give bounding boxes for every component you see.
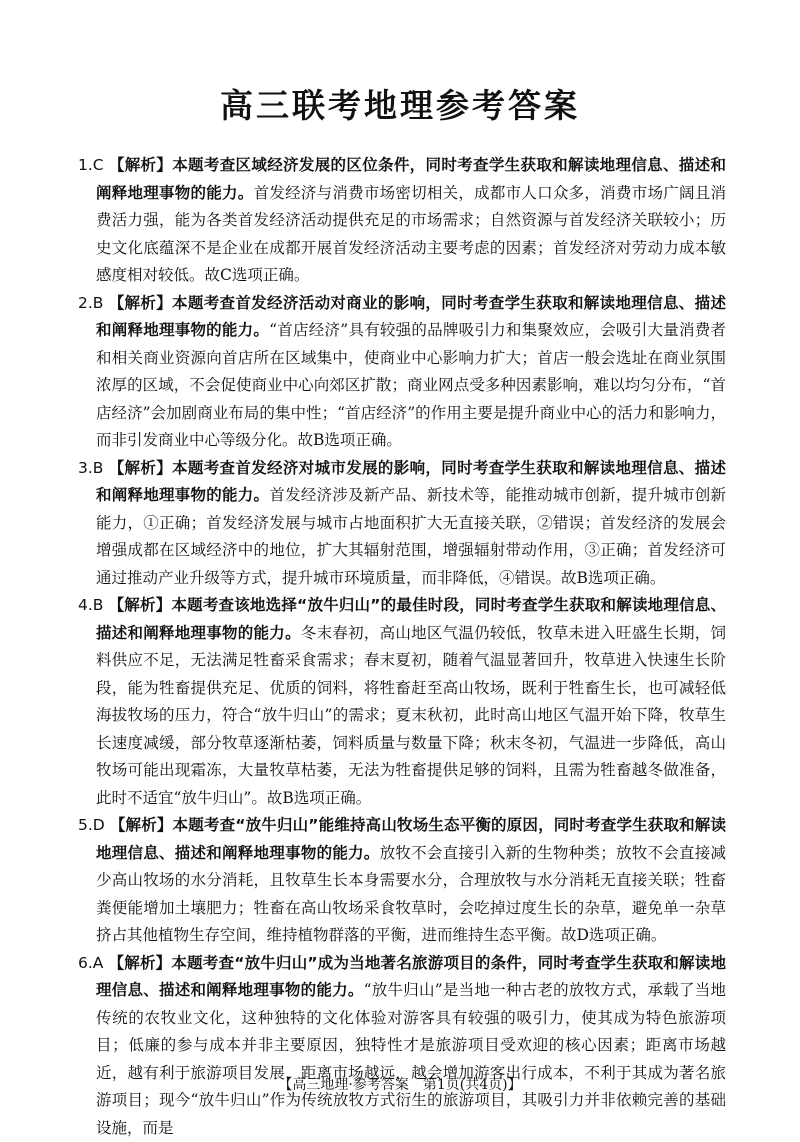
answer-choice: B bbox=[93, 596, 104, 614]
analysis-tag: 【解析】 bbox=[109, 954, 172, 972]
answer-number: 1. bbox=[78, 156, 93, 174]
analysis-body: “放牛归山”是当地一种古老的放牧方式，承载了当地传统的农牧业文化，这种独特的文化体验对游客具有较强的吸引力，使其成为特色旅游项目；低廉的参与成本并非主要原因，独特性才是旅游项目受欢迎的核心因素；距离市场越近，越有利于旅游项目发展，距离市场越远，越会增加游客出行成本，不利于其成为著名旅游项目；现今“放牛归山”作为传统放牧方式衍生的旅游项目，其吸引力并非依赖完善的基础设施，而是 bbox=[96, 981, 726, 1137]
analysis-body: 冬末春初，高山地区气温仍较低，牧草未进入旺盛生长期，饲料供应不足，无法满足牲畜采食需求；春末夏初，随着气温显著回升，牧草进入快速生长阶段，能为牲畜提供充足、优质的饲料，将牲畜赶至高山牧场，既利于牲畜生长，也可减轻低海拔牧场的压力，符合“放牛归山”的需求；夏末秋初，此时高山地区气温开始下降，牧草生长速度减缓，部分牧草逐渐枯萎，饲料质量与数量下降；秋末冬初，气温进一步降低，高山牧场可能出现霜冻，大量牧草枯萎，无法为牲畜提供足够的饲料，且需为牲畜越冬做准备，此时不适宜“放牛归山”。故B选项正确。 bbox=[96, 624, 726, 807]
analysis-body: 首发经济涉及新产品、新技术等，能推动城市创新，提升城市创新能力，①正确；首发经济发展与城市占地面积扩大无直接关联，②错误；首发经济的发展会增强成都在区域经济中的地位，扩大其辐射范围，增强辐射带动作用，③正确；首发经济可通过推动产业升级等方式，提升城市环境质量，而非降低，④错误。故B选项正确。 bbox=[96, 486, 726, 587]
analysis-body: 首发经济与消费市场密切相关，成都市人口众多，消费市场广阔且消费活力强，能为各类首发经济活动提供充足的市场需求；自然资源与首发经济关联较小；历史文化底蕴深不是企业在成都开展首发经济活动主要考虑的因素；首发经济对劳动力成本敏感度相对较低。故C选项正确。 bbox=[96, 184, 726, 285]
analysis-lead: 本题考查“放牛归山”成为当地著名旅游项目的条件，同时考查学生获取和解读地理信息、描述和阐释地理事物的能力。 bbox=[96, 954, 726, 1000]
answer-item-4 bbox=[78, 592, 726, 812]
answer-list bbox=[78, 152, 726, 1142]
analysis-lead: 本题考查区域经济发展的区位条件，同时考查学生获取和解读地理信息、描述和阐释地理事物的能力。 bbox=[96, 156, 726, 202]
answer-number: 6. bbox=[78, 954, 93, 972]
analysis-tag: 【解析】 bbox=[109, 596, 172, 614]
answer-choice: A bbox=[93, 954, 104, 972]
answer-number: 4. bbox=[78, 596, 93, 614]
analysis-lead: 本题考查该地选择“放牛归山”的最佳时段，同时考查学生获取和解读地理信息、描述和阐释地理事物的能力。 bbox=[96, 596, 726, 642]
analysis-tag: 【解析】 bbox=[110, 816, 173, 834]
answer-number: 2. bbox=[78, 294, 93, 312]
analysis-tag: 【解析】 bbox=[109, 156, 172, 174]
answer-item-6 bbox=[78, 950, 726, 1142]
analysis-tag: 【解析】 bbox=[109, 459, 172, 477]
answer-choice: B bbox=[93, 294, 104, 312]
answer-number: 3. bbox=[78, 459, 93, 477]
answer-item-2 bbox=[78, 290, 726, 455]
analysis-tag: 【解析】 bbox=[109, 294, 172, 312]
analysis-body: 放牧不会直接引入新的生物种类；放牧不会直接减少高山牧场的水分消耗，且牧草生长本身需要水分，合理放牧与水分消耗无直接关联；牲畜粪便能增加土壤肥力；牲畜在高山牧场采食牧草时，会吃掉过度生长的杂草，避免单一杂草挤占其他植物生存空间，维持植物群落的平衡，进而维持生态平衡。故D选项正确。 bbox=[96, 844, 726, 945]
answer-choice: D bbox=[93, 816, 105, 834]
answer-item-1 bbox=[78, 152, 726, 290]
page-footer: 【高三地理·参考答案 第1页(共4页)】 bbox=[0, 1075, 800, 1095]
answer-item-5 bbox=[78, 812, 726, 950]
answer-number: 5. bbox=[78, 816, 93, 834]
analysis-lead: 本题考查首发经济对城市发展的影响，同时考查学生获取和解读地理信息、描述和阐释地理事物的能力。 bbox=[96, 459, 726, 505]
analysis-lead: 本题考查首发经济活动对商业的影响，同时考查学生获取和解读地理信息、描述和阐释地理事物的能力。 bbox=[96, 294, 726, 340]
answer-choice: C bbox=[93, 156, 104, 174]
analysis-body: “首店经济”具有较强的品牌吸引力和集聚效应，会吸引大量消费者和相关商业资源向首店所在区域集中，使商业中心影响力扩大；首店一般会选址在商业氛围浓厚的区域，不会促使商业中心向郊区扩散；商业网点受多种因素影响，难以均匀分布，“首店经济”会加剧商业布局的集中性；“首店经济”的作用主要是提升商业中心的活力和影响力，而非引发商业中心等级分化。故B选项正确。 bbox=[96, 321, 726, 449]
analysis-lead: 本题考查“放牛归山”能维持高山牧场生态平衡的原因，同时考查学生获取和解读地理信息、描述和阐释地理事物的能力。 bbox=[96, 816, 726, 862]
answer-choice: B bbox=[93, 459, 104, 477]
page-title: 高三联考地理参考答案 bbox=[0, 86, 800, 126]
answer-item-3 bbox=[78, 455, 726, 593]
